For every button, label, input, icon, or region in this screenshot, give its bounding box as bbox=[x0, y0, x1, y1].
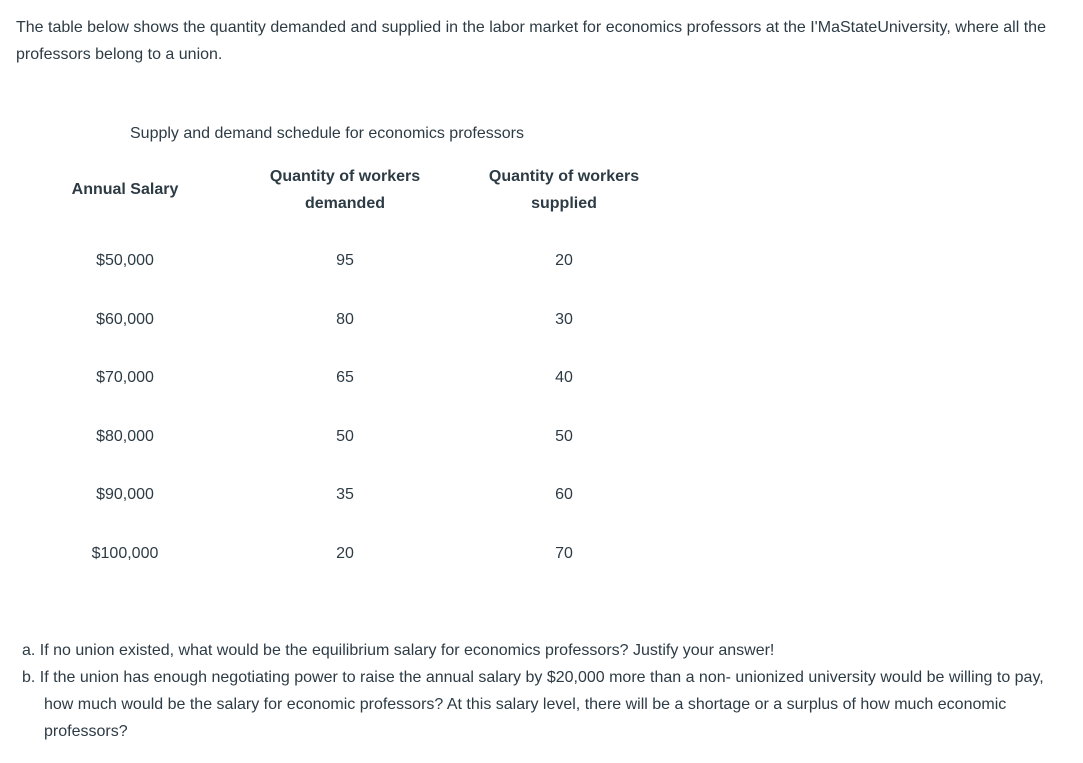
header-demanded-line1: Quantity of workers bbox=[269, 168, 421, 185]
cell-supplied: 60 bbox=[555, 486, 573, 503]
question-marker: b. bbox=[22, 669, 36, 686]
cell-supplied: 30 bbox=[555, 311, 573, 328]
cell-demanded: 80 bbox=[336, 311, 354, 328]
question-list bbox=[22, 637, 1067, 745]
cell-salary: $70,000 bbox=[96, 369, 154, 386]
cell-supplied: 40 bbox=[555, 369, 573, 386]
question-a bbox=[22, 637, 1067, 664]
cell-demanded: 50 bbox=[336, 428, 354, 445]
header-supplied-line1: Quantity of workers bbox=[488, 168, 640, 185]
question-b bbox=[22, 664, 1067, 745]
header-quantity-demanded bbox=[245, 163, 445, 217]
cell-salary: $90,000 bbox=[96, 486, 154, 503]
cell-supplied: 70 bbox=[555, 545, 573, 562]
cell-demanded: 20 bbox=[336, 545, 354, 562]
cell-supplied: 50 bbox=[555, 428, 573, 445]
question-text: If no union existed, what would be the equilibrium salary for economics professors? Justify your answer! bbox=[39, 642, 775, 659]
question-marker: a. bbox=[22, 642, 36, 659]
cell-salary: $60,000 bbox=[96, 311, 154, 328]
cell-demanded: 65 bbox=[336, 369, 354, 386]
cell-salary: $100,000 bbox=[91, 545, 159, 562]
cell-supplied: 20 bbox=[555, 252, 573, 269]
cell-demanded: 95 bbox=[336, 252, 354, 269]
cell-salary: $50,000 bbox=[96, 252, 154, 269]
header-quantity-supplied bbox=[464, 163, 664, 217]
header-demanded-line2: demanded bbox=[304, 195, 385, 212]
header-annual-salary: Annual Salary bbox=[71, 181, 179, 198]
header-supplied-line2: supplied bbox=[531, 195, 597, 212]
cell-demanded: 35 bbox=[336, 486, 354, 503]
intro-paragraph: The table below shows the quantity demanded and supplied in the labor market for economics professors at the I'MaStateUniversity, where all the professors belong to a union. bbox=[16, 19, 1046, 63]
table-caption: Supply and demand schedule for economics professors bbox=[130, 125, 524, 142]
question-text: If the union has enough negotiating power to raise the annual salary by $20,000 more than a non- unionized university would be willing to pay, how much would be the salary for economic professors? At this salary level, there will be a shortage or a surplus of how much economic professors? bbox=[39, 669, 1044, 740]
cell-salary: $80,000 bbox=[96, 428, 154, 445]
